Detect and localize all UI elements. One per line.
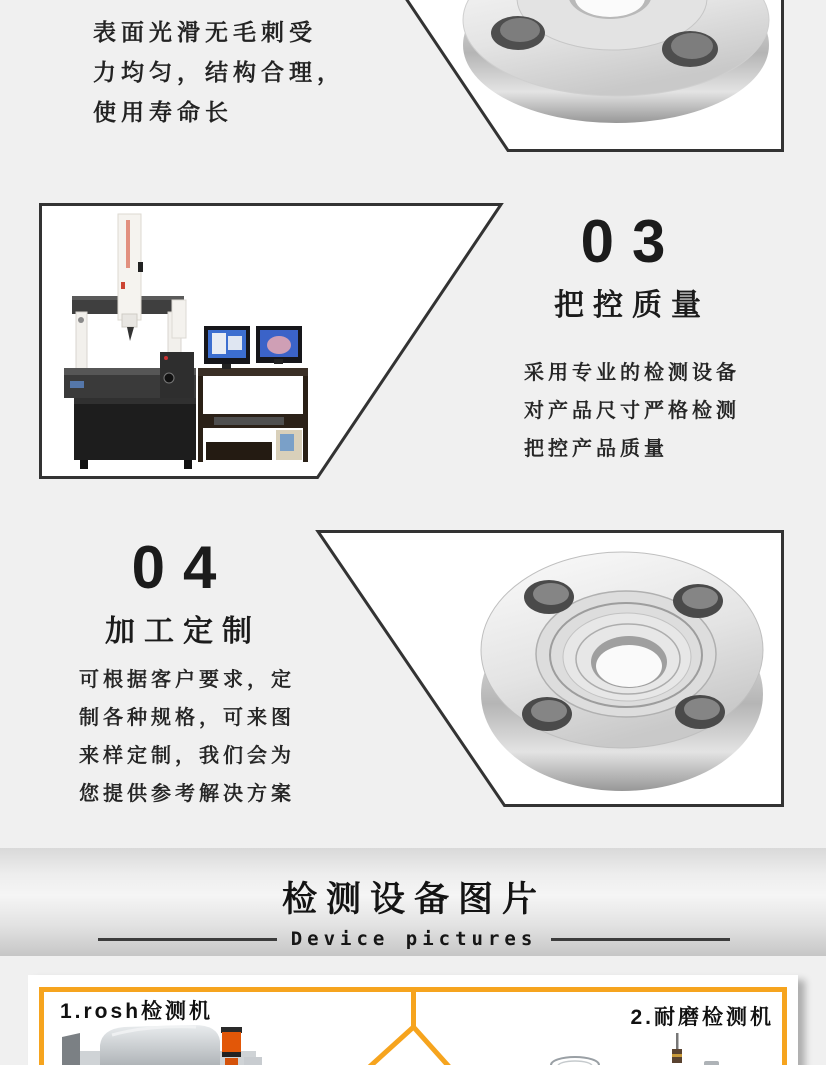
orange-y-divider <box>366 990 452 1065</box>
section-03-line: 采用专业的检测设备 <box>524 362 740 384</box>
device-header-title-en: Device pictures <box>290 928 538 950</box>
device-label-abrasion: 2.耐磨检测机 <box>630 1006 774 1029</box>
abrasion-tester-image <box>551 1033 719 1065</box>
flange-04-image <box>481 552 763 791</box>
feature-top-line: 力均匀，结构合理， <box>93 59 345 85</box>
panel-flange-top <box>403 0 783 151</box>
device-header-title-en-row <box>98 926 730 952</box>
section-04-line: 可根据客户要求，定 <box>79 669 295 691</box>
device-header-title-zh: 检测设备图片 <box>281 880 546 919</box>
section-04-title: 加工定制 <box>105 615 261 648</box>
section-04-line: 来样定制，我们会为 <box>79 745 295 767</box>
feature-top-line: 表面光滑无毛刺受 <box>93 19 317 45</box>
section-04-line: 制各种规格，可来图 <box>79 707 295 729</box>
feature-section-04 <box>52 536 314 650</box>
section-03-line: 把控产品质量 <box>524 438 668 460</box>
feature-top-text <box>93 12 345 132</box>
device-label-rosh: 1.rosh检测机 <box>60 1000 214 1023</box>
panel-flange-04 <box>318 532 783 806</box>
section-03-description <box>524 354 740 468</box>
section-04-number: 04 <box>131 534 235 601</box>
rosh-tester-image <box>62 1025 262 1065</box>
feature-top-line: 使用寿命长 <box>93 99 233 125</box>
device-photos-panel <box>28 975 798 1065</box>
feature-section-03 <box>501 210 763 324</box>
section-03-number: 03 <box>580 208 684 275</box>
header-rule-right <box>551 938 730 941</box>
section-03-title: 把控质量 <box>554 289 710 322</box>
section-04-description <box>79 661 295 813</box>
section-03-line: 对产品尺寸严格检测 <box>524 400 740 422</box>
section-04-line: 您提供参考解决方案 <box>79 783 295 805</box>
panel-cmm-machine <box>41 205 502 478</box>
header-rule-left <box>98 938 277 941</box>
